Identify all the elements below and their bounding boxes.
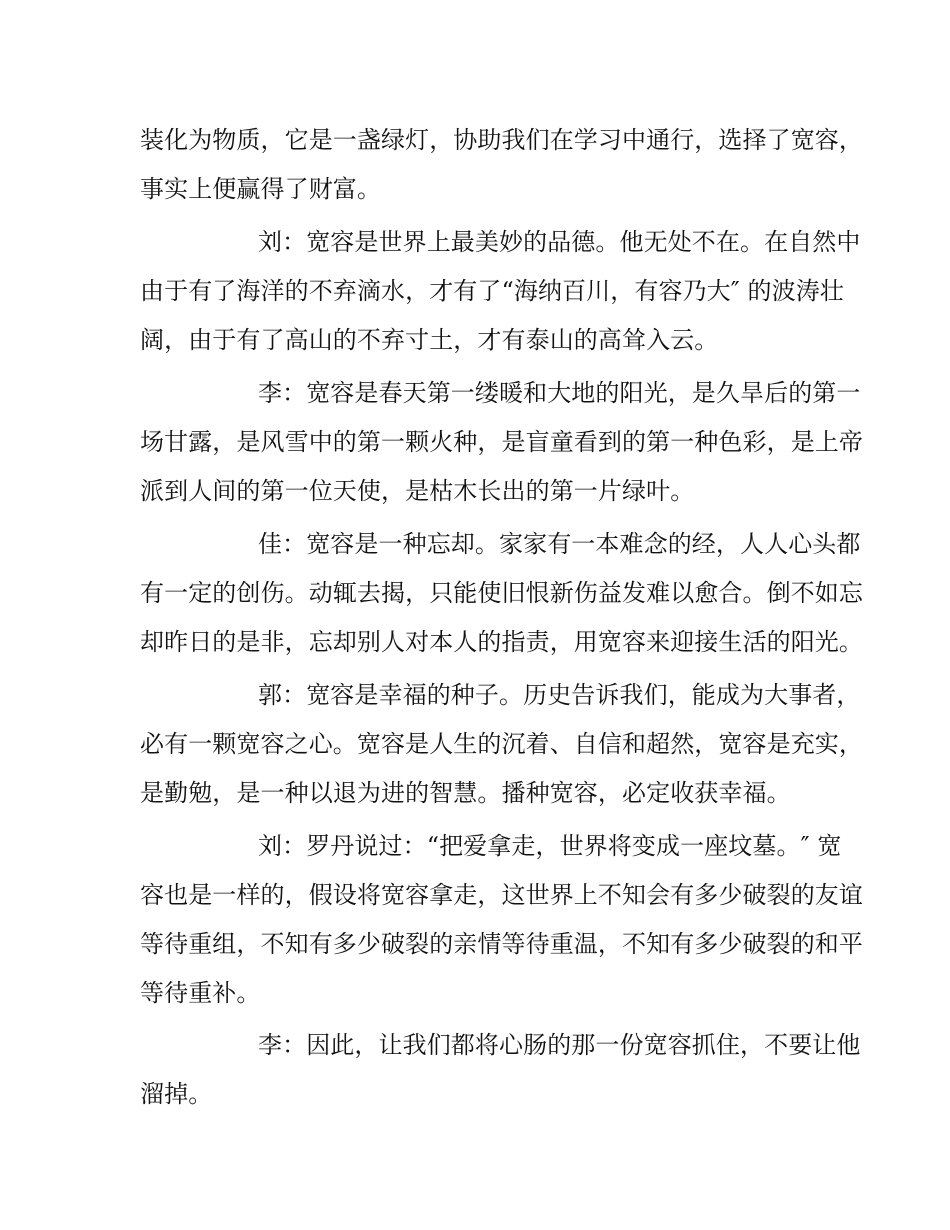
text-line: 阔，由于有了高山的不弃寸土，才有泰山的高耸入云。 <box>140 326 719 354</box>
text-line: 郭：宽容是幸福的种子。历史告诉我们，能成为大事者， <box>258 681 861 709</box>
text-line: 有一定的创伤。动辄去揭，只能使旧恨新伤益发难以愈合。倒不如忘 <box>140 579 863 607</box>
text-line: 李：因此，让我们都将心肠的那一份宽容抓住，不要让他 <box>258 1031 861 1059</box>
text-line: 却昨日的是非，忘却别人对本人的指责，用宽容来迎接生活的阳光。 <box>140 628 863 656</box>
text-line: 派到人间的第一位天使，是枯木长出的第一片绿叶。 <box>140 477 695 505</box>
text-line: 由于有了海洋的不弃滴水，才有了“海纳百川，有容乃大″ 的波涛壮 <box>140 277 844 305</box>
text-line: 佳：宽容是一种忘却。家家有一本难念的经，人人心头都 <box>258 530 861 558</box>
text-line: 事实上便赢得了财富。 <box>140 175 381 203</box>
text-line: 场甘露，是风雪中的第一颗火种，是盲童看到的第一种色彩，是上帝 <box>140 428 863 456</box>
text-line: 等待重补。 <box>140 979 261 1007</box>
text-line: 刘：宽容是世界上最美妙的品德。他无处不在。在自然中 <box>258 228 861 256</box>
text-line: 溜掉。 <box>140 1080 213 1108</box>
text-line: 等待重组，不知有多少破裂的亲情等待重温，不知有多少破裂的和平 <box>140 930 863 958</box>
text-line: 装化为物质，它是一盏绿灯，协助我们在学习中通行，选择了宽容， <box>140 126 863 154</box>
text-line: 是勤勉，是一种以退为进的智慧。播种宽容，必定收获幸福。 <box>140 779 791 807</box>
text-line: 容也是一样的，假设将宽容拿走，这世界上不知会有多少破裂的友谊 <box>140 881 863 909</box>
text-line: 李：宽容是春天第一缕暖和大地的阳光，是久旱后的第一 <box>258 379 861 407</box>
text-line: 必有一颗宽容之心。宽容是人生的沉着、自信和超然，宽容是充实， <box>140 730 863 758</box>
text-line: 刘：罗丹说过：“把爱拿走，世界将变成一座坟墓。″ 宽 <box>258 832 842 860</box>
